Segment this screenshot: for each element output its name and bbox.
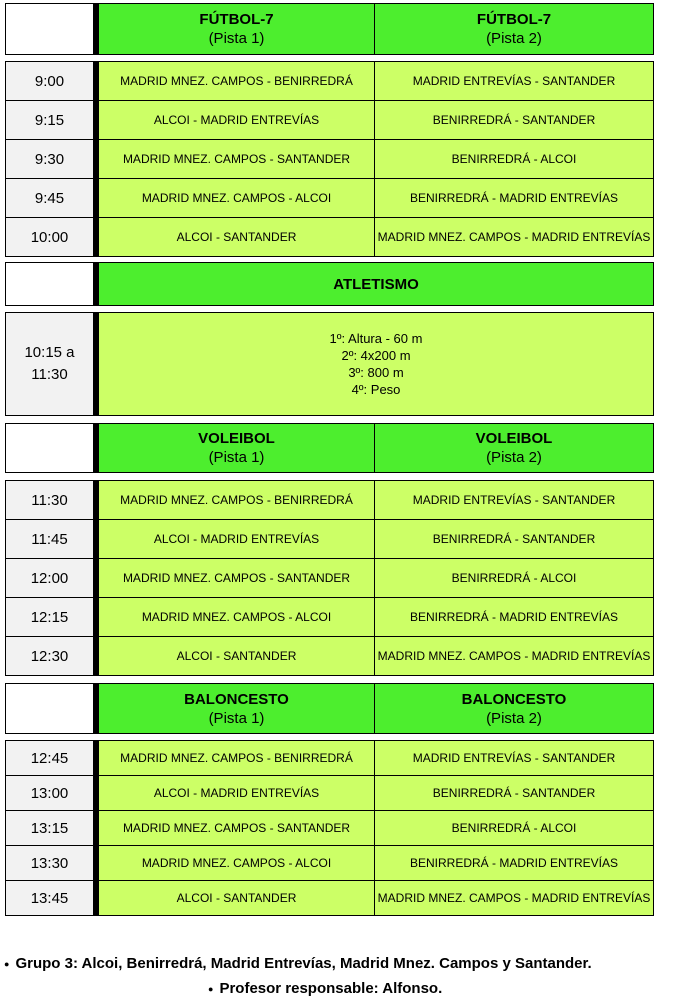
time-cell: 9:15 [5,100,94,140]
time-cell: 12:00 [5,558,94,598]
match-cell-pista-2: BENIRREDRÁ - MADRID ENTREVÍAS [374,597,654,637]
match-cell-pista-2: BENIRREDRÁ - MADRID ENTREVÍAS [374,845,654,881]
match-cell-pista-2: BENIRREDRÁ - SANTANDER [374,100,654,140]
volleyball-section [5,423,654,677]
match-cell-pista-1: ALCOI - MADRID ENTREVÍAS [98,775,375,811]
table-row [5,636,654,676]
header-subtitle: (Pista 1) [208,449,265,466]
athletics-events-cell [98,312,654,416]
teacher-note-text: Profesor responsable: Alfonso. [219,980,443,997]
match-cell-pista-2: MADRID ENTREVÍAS - SANTANDER [374,740,654,776]
match-cell-pista-2: BENIRREDRÁ - ALCOI [374,558,654,598]
time-cell: 11:45 [5,519,94,559]
table-row [5,139,654,179]
event-item: 3º: 800 m [348,365,404,380]
event-item: 1º: Altura - 60 m [329,331,423,346]
group-note-text: Grupo 3: Alcoi, Benirredrá, Madrid Entrevías, Madrid Mnez. Campos y Santander. [15,955,592,972]
match-cell-pista-1: MADRID MNEZ. CAMPOS - BENIRREDRÁ [98,61,375,101]
volleyball-header-row [5,423,654,473]
header-title: BALONCESTO [461,690,567,708]
match-cell-pista-1: ALCOI - SANTANDER [98,636,375,676]
table-row [5,775,654,811]
header-subtitle: (Pista 1) [208,709,265,727]
athletics-header [98,262,654,306]
header-blank-cell [5,3,94,55]
match-cell-pista-1: MADRID MNEZ. CAMPOS - SANTANDER [98,810,375,846]
table-row [5,810,654,846]
time-cell: 13:30 [5,845,94,881]
table-row [5,597,654,637]
time-cell: 13:45 [5,880,94,916]
table-row [5,61,654,101]
time-cell: 12:15 [5,597,94,637]
match-cell-pista-2: MADRID MNEZ. CAMPOS - MADRID ENTREVÍAS [374,217,654,257]
match-cell-pista-2: BENIRREDRÁ - MADRID ENTREVÍAS [374,178,654,218]
header-title: VOLEIBOL [475,430,553,447]
match-cell-pista-1: MADRID MNEZ. CAMPOS - BENIRREDRÁ [98,740,375,776]
football-header-pista-1 [98,3,375,55]
match-cell-pista-1: MADRID MNEZ. CAMPOS - BENIRREDRÁ [98,480,375,520]
basketball-header-pista-1 [98,683,375,734]
teacher-note [208,980,442,997]
match-cell-pista-2: BENIRREDRÁ - SANTANDER [374,775,654,811]
group-note [4,955,592,972]
athletics-header-row [5,262,654,306]
time-cell: 9:00 [5,61,94,101]
header-subtitle: (Pista 1) [208,30,265,47]
header-blank-cell [5,423,94,473]
time-cell [5,312,94,416]
header-title: FÚTBOL-7 [476,11,552,28]
match-cell-pista-2: MADRID ENTREVÍAS - SANTANDER [374,61,654,101]
match-cell-pista-2: MADRID ENTREVÍAS - SANTANDER [374,480,654,520]
football-section [5,3,654,256]
basketball-section [5,683,654,918]
table-row [5,845,654,881]
notes [0,955,686,1000]
match-cell-pista-1: MADRID MNEZ. CAMPOS - ALCOI [98,845,375,881]
event-item: 4º: Peso [351,382,401,397]
football-header-row [5,3,654,55]
match-cell-pista-1: MADRID MNEZ. CAMPOS - ALCOI [98,597,375,637]
table-row [5,480,654,520]
match-cell-pista-1: ALCOI - MADRID ENTREVÍAS [98,519,375,559]
match-cell-pista-2: MADRID MNEZ. CAMPOS - MADRID ENTREVÍAS [374,636,654,676]
match-cell-pista-1: ALCOI - MADRID ENTREVÍAS [98,100,375,140]
time-end: 11:30 [31,366,68,383]
table-row [5,519,654,559]
time-cell: 9:45 [5,178,94,218]
header-subtitle: (Pista 2) [486,449,542,466]
header-blank-cell [5,262,94,306]
time-cell: 9:30 [5,139,94,179]
match-cell-pista-2: BENIRREDRÁ - ALCOI [374,139,654,179]
match-cell-pista-1: ALCOI - SANTANDER [98,880,375,916]
table-row [5,558,654,598]
basketball-header-row [5,683,654,734]
time-cell: 10:00 [5,217,94,257]
athletics-section [5,262,654,417]
match-cell-pista-2: BENIRREDRÁ - SANTANDER [374,519,654,559]
table-row [5,217,654,257]
football-header-pista-2 [374,3,654,55]
match-cell-pista-1: MADRID MNEZ. CAMPOS - SANTANDER [98,558,375,598]
table-row [5,312,654,416]
table-row [5,740,654,776]
bullet-icon: ● [4,959,10,970]
volleyball-header-pista-2 [374,423,654,473]
basketball-header-pista-2 [374,683,654,734]
header-title: VOLEIBOL [198,430,275,447]
time-start: 10:15 a [24,344,75,361]
header-title: ATLETISMO [333,275,419,293]
match-cell-pista-2: MADRID MNEZ. CAMPOS - MADRID ENTREVÍAS [374,880,654,916]
time-cell: 11:30 [5,480,94,520]
volleyball-header-pista-1 [98,423,375,473]
header-blank-cell [5,683,94,734]
match-cell-pista-1: MADRID MNEZ. CAMPOS - SANTANDER [98,139,375,179]
table-row [5,100,654,140]
match-cell-pista-2: BENIRREDRÁ - ALCOI [374,810,654,846]
header-subtitle: (Pista 2) [486,30,542,47]
match-cell-pista-1: MADRID MNEZ. CAMPOS - ALCOI [98,178,375,218]
table-row [5,178,654,218]
time-cell: 12:30 [5,636,94,676]
time-cell: 13:15 [5,810,94,846]
header-title: BALONCESTO [184,690,289,708]
bullet-icon: ● [208,984,214,995]
event-item: 2º: 4x200 m [341,348,411,363]
time-cell: 12:45 [5,740,94,776]
header-title: FÚTBOL-7 [199,11,274,28]
time-cell: 13:00 [5,775,94,811]
header-subtitle: (Pista 2) [486,709,542,727]
match-cell-pista-1: ALCOI - SANTANDER [98,217,375,257]
table-row [5,880,654,916]
